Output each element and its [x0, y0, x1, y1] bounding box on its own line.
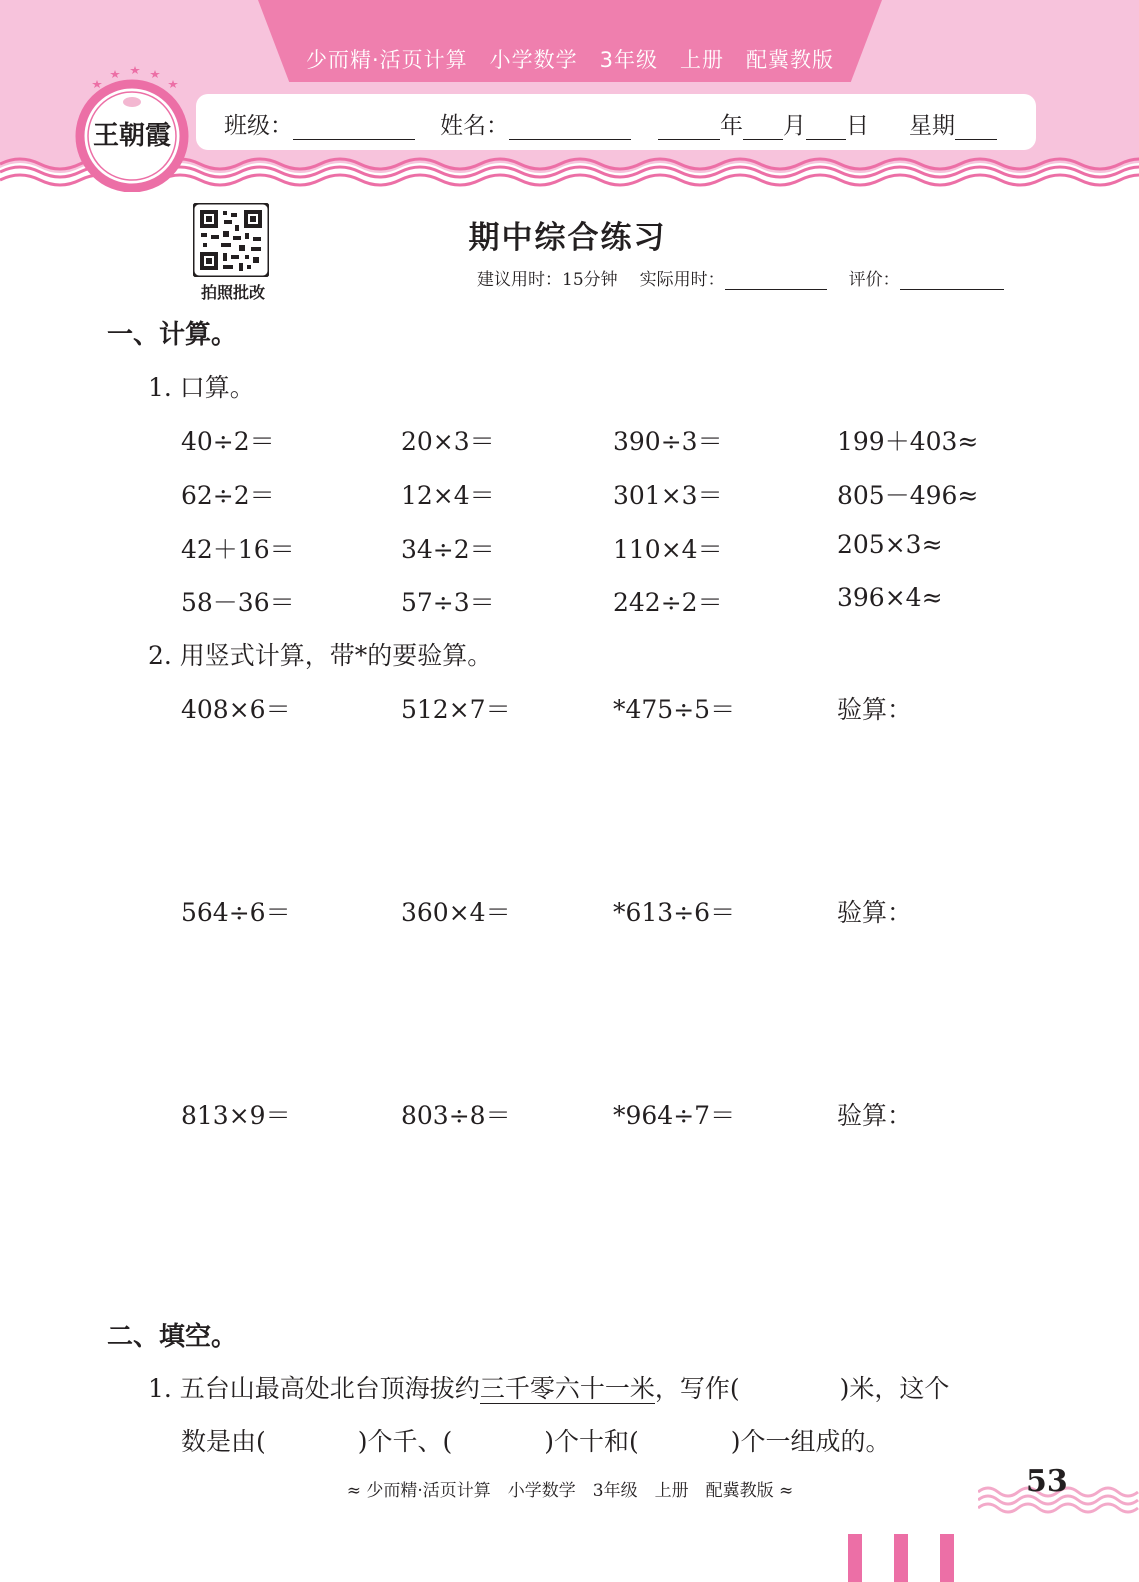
mental-math-item: 57÷3＝ [401, 588, 495, 617]
evaluation-label: 评价： [848, 270, 900, 290]
time-info [477, 265, 1004, 290]
name-field[interactable] [440, 107, 631, 140]
section1-heading: 一、计算。 [107, 320, 238, 350]
question-text: )个十和( [544, 1427, 639, 1456]
check-label: 验算： [837, 1101, 913, 1130]
mental-math-item: 62÷2＝ [181, 481, 275, 510]
name-label: 姓名： [440, 113, 509, 139]
vertical-calc-item: 564÷6＝ [181, 898, 291, 927]
month-blank[interactable] [743, 117, 783, 140]
vertical-calc-item: 408×6＝ [181, 695, 291, 724]
suggested-time: 建议用时：15分钟 [477, 270, 618, 290]
fill-blank-question-line1 [148, 1369, 949, 1405]
svg-text:王朝霞: 王朝霞 [92, 121, 172, 151]
class-label: 班级： [224, 113, 293, 139]
vertical-calc-item: 360×4＝ [401, 898, 511, 927]
question-text: )个千、( [357, 1427, 453, 1456]
vertical-calc-item: 813×9＝ [181, 1101, 291, 1130]
class-blank[interactable] [293, 117, 415, 140]
vertical-calc-item: *613÷6＝ [613, 898, 736, 927]
question-text: 1. 五台山最高处北台顶海拔约 [148, 1374, 480, 1403]
q1-label: 1. 口算。 [148, 373, 255, 402]
actual-time-label: 实际用时： [639, 270, 725, 290]
year-blank[interactable] [658, 117, 720, 140]
date-field[interactable] [658, 107, 869, 140]
month-label: 月 [783, 113, 806, 139]
mental-math-item: 34÷2＝ [401, 535, 495, 564]
mental-math-item: 20×3＝ [401, 427, 495, 456]
qr-label: 拍照批改 [200, 283, 265, 302]
mental-math-item: 110×4＝ [613, 535, 723, 564]
page-edge-bars [848, 1534, 958, 1582]
mental-math-item: 301×3＝ [613, 481, 723, 510]
mental-math-item: 42＋16＝ [181, 535, 295, 564]
vertical-calc-item: 512×7＝ [401, 695, 511, 724]
vertical-calc-item: 803÷8＝ [401, 1101, 511, 1130]
vertical-calc-item: *964÷7＝ [613, 1101, 736, 1130]
vertical-calc-item: *475÷5＝ [613, 695, 736, 724]
mental-math-item: 199＋403≈ [837, 427, 979, 456]
mental-math-item: 205×3≈ [837, 530, 943, 559]
day-label: 日 [846, 113, 869, 139]
mental-math-item: 58－36＝ [181, 588, 295, 617]
question-text: )米，这个 [839, 1374, 950, 1403]
actual-time-blank[interactable] [725, 271, 827, 290]
underlined-phrase: 三千零六十一米 [479, 1374, 655, 1403]
weekday-label: 星期 [909, 113, 955, 139]
mental-math-item: 396×4≈ [837, 583, 943, 612]
question-text: )个一组成的。 [730, 1427, 891, 1456]
mental-math-item: 12×4＝ [401, 481, 495, 510]
weekday-field[interactable] [909, 107, 997, 140]
mental-math-item: 390÷3＝ [613, 427, 723, 456]
fill-blank-question-line2 [181, 1422, 891, 1458]
name-blank[interactable] [509, 117, 631, 140]
weekday-blank[interactable] [955, 117, 997, 140]
q2-label: 2. 用竖式计算，带*的要验算。 [148, 641, 493, 670]
series-title: 少而精·活页计算 小学数学 3年级 上册 配冀教版 [305, 48, 835, 72]
section2-heading: 二、填空。 [107, 1322, 238, 1352]
page-title: 期中综合练习 [468, 220, 667, 256]
qr-code-icon[interactable] [193, 203, 269, 277]
page-number: 53 [1026, 1464, 1068, 1499]
class-field[interactable] [224, 107, 415, 140]
mental-math-item: 40÷2＝ [181, 427, 275, 456]
mental-math-item: 242÷2＝ [613, 588, 723, 617]
question-text: 数是由( [181, 1427, 266, 1456]
check-label: 验算： [837, 898, 913, 927]
check-label: 验算： [837, 695, 913, 724]
year-label: 年 [720, 113, 743, 139]
question-text: ，写作( [654, 1374, 740, 1403]
footer-series-text: ≈ 少而精·活页计算 小学数学 3年级 上册 配冀教版 ≈ [346, 1481, 794, 1501]
wangzhaoxia-logo [74, 66, 190, 192]
mental-math-item: 805－496≈ [837, 481, 979, 510]
evaluation-blank[interactable] [900, 271, 1004, 290]
day-blank[interactable] [806, 117, 846, 140]
